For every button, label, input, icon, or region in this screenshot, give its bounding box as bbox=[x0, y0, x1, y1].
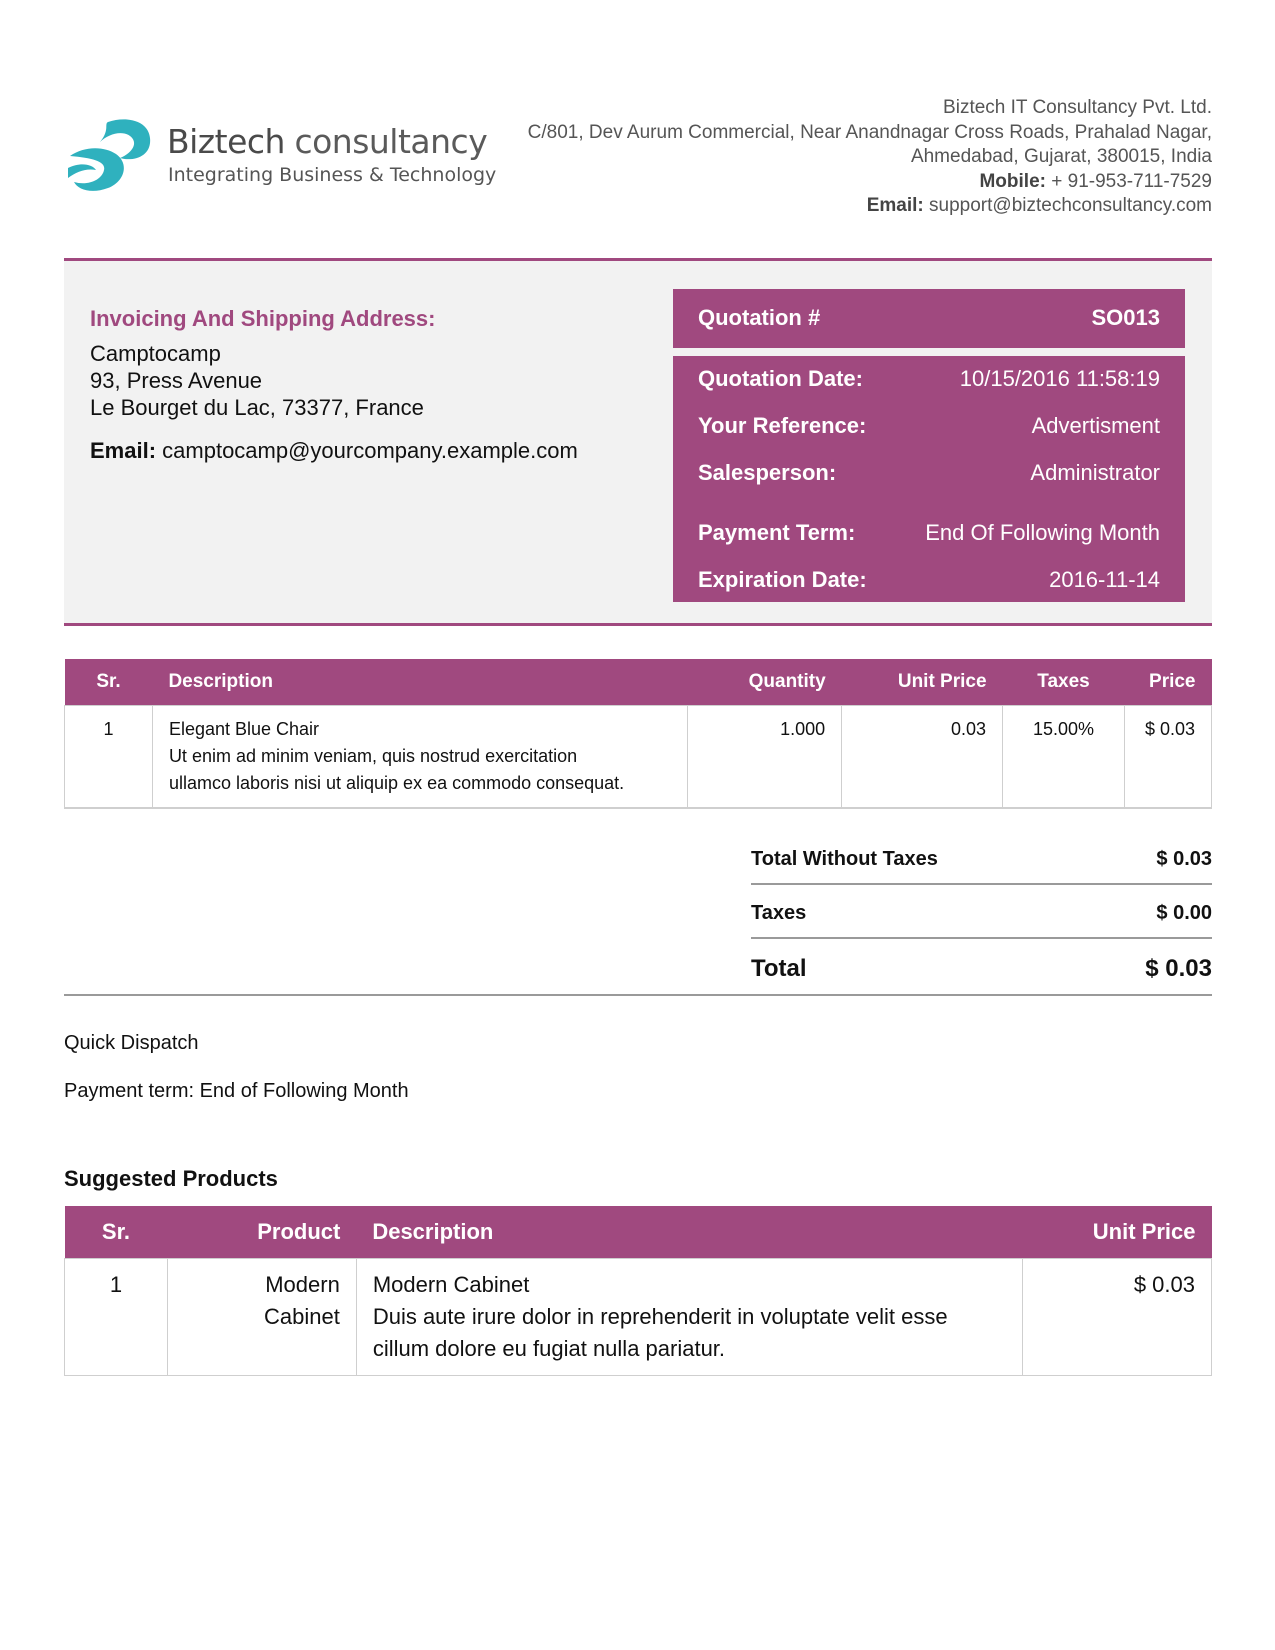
col-taxes: Taxes bbox=[1003, 659, 1125, 706]
col-unit-price: Unit Price bbox=[1023, 1206, 1212, 1259]
col-description: Description bbox=[152, 659, 687, 706]
company-address-line1: C/801, Dev Aurum Commercial, Near Anandnagar Cross Roads, Prahalad Nagar, bbox=[527, 121, 1212, 143]
suggested-desc-1: Duis aute irure dolor in reprehenderit in voluptate velit esse bbox=[372, 1304, 948, 1329]
col-product: Product bbox=[167, 1206, 356, 1259]
company-mobile: Mobile: + 91-953-711-7529 bbox=[979, 170, 1212, 192]
order-lines-table bbox=[64, 659, 1212, 809]
col-sr: Sr. bbox=[65, 659, 153, 706]
line-desc-2: ullamco laboris nisi ut aliquip ex ea commodo consequat. bbox=[168, 773, 625, 793]
suggested-sr: 1 bbox=[65, 1259, 168, 1376]
suggested-products-title: Suggested Products bbox=[64, 1166, 278, 1191]
line-sr: 1 bbox=[65, 706, 153, 809]
suggested-product: Modern Cabinet bbox=[167, 1259, 356, 1376]
totals-divider bbox=[751, 883, 1212, 885]
company-info bbox=[528, 96, 1212, 219]
order-header-row bbox=[65, 659, 1212, 706]
note-payment-term: Payment term: End of Following Month bbox=[64, 1080, 409, 1102]
suggested-unit-price: $ 0.03 bbox=[1023, 1259, 1212, 1376]
table-row bbox=[65, 706, 1212, 809]
suggested-description bbox=[356, 1259, 1022, 1376]
col-description: Description bbox=[356, 1206, 1022, 1259]
customer-city: Le Bourget du Lac, 73377, France bbox=[90, 395, 424, 420]
company-email: Email: support@biztechconsultancy.com bbox=[866, 195, 1212, 216]
suggested-products-table bbox=[64, 1206, 1212, 1376]
logo-tagline: Integrating Business & Technology bbox=[168, 164, 497, 186]
line-quantity: 1.000 bbox=[688, 706, 842, 809]
line-desc-1: Ut enim ad minim veniam, quis nostrud exercitation bbox=[168, 746, 578, 766]
quotation-details bbox=[673, 356, 1185, 602]
suggested-desc-title: Modern Cabinet bbox=[372, 1272, 530, 1297]
totals-divider bbox=[751, 937, 1212, 939]
suggested-desc-2: cillum dolore eu fugiat nulla pariatur. bbox=[372, 1336, 726, 1361]
customer-name: Camptocamp bbox=[90, 341, 221, 366]
line-taxes: 15.00% bbox=[1003, 706, 1125, 809]
totals-bottom-divider bbox=[64, 994, 1212, 996]
col-quantity: Quantity bbox=[688, 659, 842, 706]
expiration-date-row: Expiration Date: 2016-11-14 bbox=[698, 567, 1160, 592]
col-sr: Sr. bbox=[65, 1206, 168, 1259]
salesperson-row: Salesperson: Administrator bbox=[698, 460, 1160, 485]
line-unit-price: 0.03 bbox=[842, 706, 1003, 809]
quotation-number-label: Quotation # bbox=[698, 305, 821, 330]
company-logo bbox=[64, 112, 497, 202]
line-description bbox=[152, 706, 687, 809]
payment-term-row: Payment Term: End Of Following Month bbox=[698, 520, 1160, 545]
address-divider bbox=[64, 623, 1212, 626]
company-name: Biztech IT Consultancy Pvt. Ltd. bbox=[943, 97, 1212, 118]
suggested-header-row bbox=[65, 1206, 1212, 1259]
col-unit-price: Unit Price bbox=[842, 659, 1003, 706]
line-product-name: Elegant Blue Chair bbox=[168, 719, 320, 739]
logo-wordmark: Biztech consultancy bbox=[167, 122, 488, 161]
customer-email: Email: camptocamp@yourcompany.example.com bbox=[90, 438, 578, 463]
quotation-date-row: Quotation Date: 10/15/2016 11:58:19 bbox=[698, 366, 1160, 391]
note-dispatch: Quick Dispatch bbox=[64, 1032, 199, 1054]
quotation-number-header bbox=[673, 289, 1185, 348]
customer-street: 93, Press Avenue bbox=[90, 368, 263, 393]
col-price: Price bbox=[1124, 659, 1211, 706]
reference-row: Your Reference: Advertisment bbox=[698, 413, 1160, 438]
customer-address bbox=[90, 340, 424, 421]
table-row bbox=[65, 1259, 1212, 1376]
quotation-number: SO013 bbox=[1091, 305, 1160, 330]
company-address-line2: Ahmedabad, Gujarat, 380015, India bbox=[910, 146, 1212, 167]
line-price: $ 0.03 bbox=[1124, 706, 1211, 809]
logo-swoosh-icon bbox=[64, 116, 152, 194]
address-title: Invoicing And Shipping Address: bbox=[90, 306, 436, 331]
